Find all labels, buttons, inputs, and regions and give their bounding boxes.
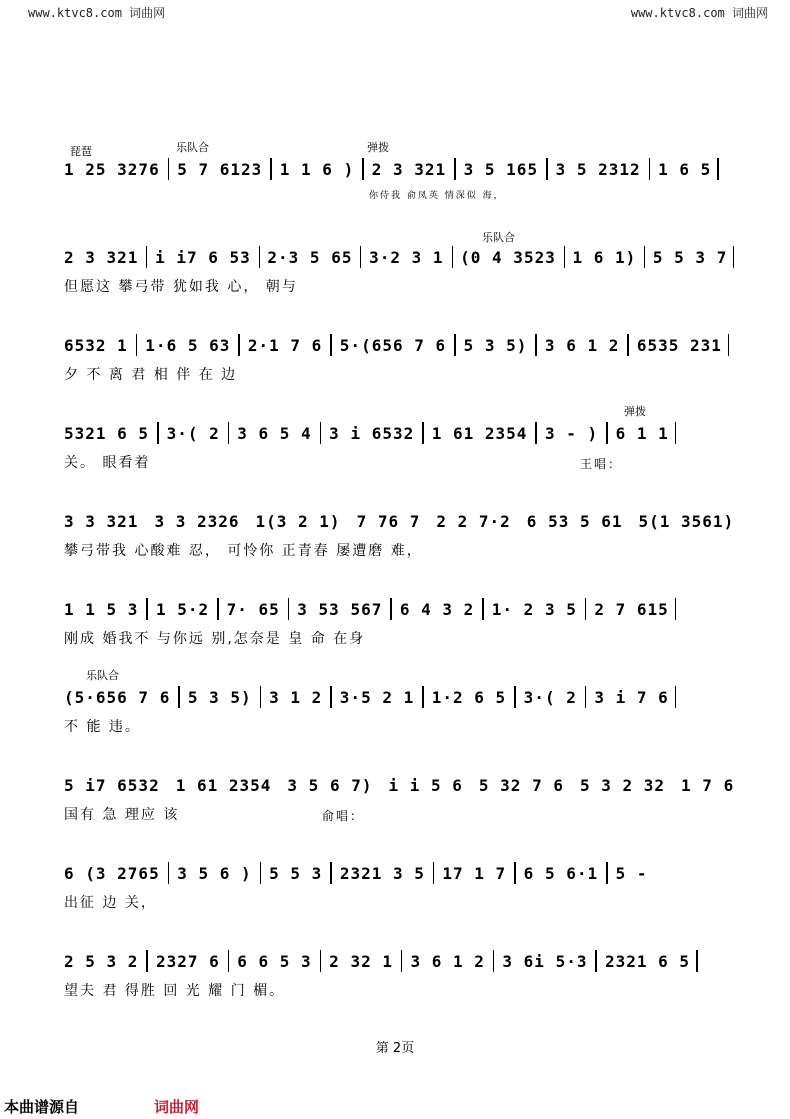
lyrics-line: 望夫 君 得胜 回 光 耀 门 楣。 xyxy=(64,983,286,999)
header-site-left: www.ktvc8.com 词曲网 xyxy=(28,6,166,20)
barline xyxy=(330,334,332,356)
lyrics-line: 夕 不 离 君 相 伴 在 边 xyxy=(64,367,238,383)
measure: 3 6i 5·3 xyxy=(502,951,588,971)
barline xyxy=(320,422,322,444)
measure: 2321 3 5 xyxy=(339,863,425,883)
lyrics-line: 不 能 违。 xyxy=(64,719,141,735)
measure: 1·6 5 63 xyxy=(145,335,231,355)
measure: (5·656 7 6 xyxy=(64,687,171,707)
barline xyxy=(260,862,262,884)
singer-label: 俞唱： xyxy=(322,809,365,823)
barline xyxy=(606,862,608,884)
measure: 3 5 6 ) xyxy=(177,863,252,883)
measure: 6 6 5 3 xyxy=(237,951,312,971)
measure: 17 1 7 xyxy=(442,863,507,883)
notation-line xyxy=(64,509,734,533)
barline xyxy=(401,950,403,972)
measure: 6 53 5 61 xyxy=(526,511,623,531)
notation-line xyxy=(64,245,734,269)
measure: 3 3 321 xyxy=(64,511,139,531)
measure: 3 i 7 6 xyxy=(594,687,669,707)
notation-line xyxy=(64,597,734,621)
barline xyxy=(717,158,719,180)
barline xyxy=(452,246,453,268)
barline xyxy=(514,862,516,884)
barline xyxy=(260,686,262,708)
barline xyxy=(238,334,240,356)
lyrics-text: 关。 眼看着 xyxy=(64,455,151,471)
barline xyxy=(288,598,290,620)
barline xyxy=(320,950,322,972)
page-number: 第 2页 xyxy=(375,1041,415,1056)
barline xyxy=(228,950,230,972)
annotation-orchestra: 乐队合 xyxy=(482,231,515,244)
barline xyxy=(422,686,424,708)
notation-line xyxy=(64,333,734,357)
lyrics-line xyxy=(64,804,734,824)
measure: 1 5·2 xyxy=(155,599,210,619)
header-site-right: www.ktvc8.com 词曲网 xyxy=(630,6,768,20)
notation-line xyxy=(64,421,734,445)
footer-site-link[interactable]: 词曲网 xyxy=(154,1098,200,1116)
notation-line xyxy=(64,949,734,973)
barline xyxy=(362,158,364,180)
barline xyxy=(585,686,587,708)
measure: 3 5 2312 xyxy=(555,159,641,179)
notation-line xyxy=(64,861,734,885)
lyrics-line: 出征 边 关， xyxy=(64,895,157,911)
measure: 6 5 6·1 xyxy=(523,863,599,883)
measure: 1 61 2354 xyxy=(431,423,528,443)
annotation-pipa: 琵琶 xyxy=(70,145,92,158)
measure: 3 5 165 xyxy=(463,159,539,179)
barline xyxy=(627,334,629,356)
measure: 6 4 3 2 xyxy=(399,599,475,619)
barline xyxy=(157,422,159,444)
measure: 2 3 321 xyxy=(371,159,447,179)
measure: 6 (3 2765 xyxy=(64,863,160,883)
barline xyxy=(146,246,147,268)
measure: 6535 231 xyxy=(636,335,722,355)
measure: 5 - xyxy=(615,863,648,883)
measure: 1 25 3276 xyxy=(64,159,160,179)
barline xyxy=(433,862,435,884)
measure: 3·( 2 xyxy=(523,687,577,707)
measure: 2 2 7·2 xyxy=(436,511,511,531)
footer-source-label: 本曲谱源自 xyxy=(4,1098,80,1116)
measure: 7 76 7 xyxy=(356,511,421,531)
barline xyxy=(217,598,219,620)
measure: 1·2 6 5 xyxy=(431,687,507,707)
measure: 2 5 3 2 xyxy=(64,951,139,971)
barline xyxy=(360,246,361,268)
barline xyxy=(422,422,424,444)
lyrics-line: 攀弓带我 心酸难 忍， 可怜你 正青春 屡遭磨 难， xyxy=(64,543,423,559)
measure: 1(3 2 1) xyxy=(255,511,341,531)
measure: 5 3 2 32 xyxy=(579,775,666,795)
measure: 3 3 2326 xyxy=(154,511,240,531)
measure: (0 4 3523 xyxy=(460,247,556,267)
measure: 5 7 6123 xyxy=(177,159,263,179)
lyrics-line: 但愿这 攀弓带 犹如我 心， 朝与 xyxy=(64,279,298,295)
barline xyxy=(644,246,645,268)
measure: 2327 6 xyxy=(155,951,220,971)
barline xyxy=(270,158,272,180)
measure: 2·3 5 65 xyxy=(267,247,353,267)
barline xyxy=(146,598,148,620)
barline xyxy=(493,950,495,972)
measure: i i 5 6 xyxy=(388,775,463,795)
measure: 3 - ) xyxy=(544,423,599,443)
measure: 1 7 6 xyxy=(681,775,735,795)
measure: 1 6 5 xyxy=(658,159,712,179)
measure: 5 3 5) xyxy=(463,335,528,355)
measure: 2 7 615 xyxy=(594,599,669,619)
measure: 3 6 1 2 xyxy=(544,335,620,355)
measure: 5(1 3561) xyxy=(638,511,735,531)
barline xyxy=(136,334,138,356)
barline xyxy=(259,246,260,268)
measure: 3·5 2 1 xyxy=(339,687,415,707)
barline xyxy=(454,334,456,356)
annotation-orchestra: 乐队合 xyxy=(86,669,119,682)
lyrics-line xyxy=(64,452,734,472)
barline xyxy=(675,686,677,708)
barline xyxy=(535,334,537,356)
singer-label: 王唱： xyxy=(580,457,623,471)
barline xyxy=(696,950,698,972)
barline xyxy=(675,598,677,620)
notation-line xyxy=(64,773,734,797)
barline xyxy=(733,246,734,268)
barline xyxy=(728,334,730,356)
measure: 5 32 7 6 xyxy=(478,775,564,795)
annotation-plucked: 弹拨 xyxy=(367,141,389,154)
barline xyxy=(535,422,537,444)
measure: 5 i7 6532 xyxy=(64,775,160,795)
barline xyxy=(649,158,651,180)
measure: 2 3 321 xyxy=(64,247,139,267)
barline xyxy=(585,598,587,620)
notation-line xyxy=(64,685,734,709)
measure: 3 6 1 2 xyxy=(410,951,485,971)
measure: 5 3 5) xyxy=(187,687,252,707)
measure: 2·1 7 6 xyxy=(247,335,323,355)
measure: 1 6 1) xyxy=(572,247,637,267)
measure: 3 6 5 4 xyxy=(237,423,312,443)
measure: 5·(656 7 6 xyxy=(339,335,447,355)
measure: 7· 65 xyxy=(226,599,280,619)
lyrics-line: 刚成 婚我不 与你远 别,怎奈是 皇 命 在身 xyxy=(64,631,366,647)
measure: 6532 1 xyxy=(64,335,128,355)
barline xyxy=(330,686,332,708)
barline xyxy=(228,422,230,444)
measure: 6 1 1 xyxy=(615,423,669,443)
barline xyxy=(514,686,516,708)
measure: 1 1 5 3 xyxy=(64,599,139,619)
annotation-plucked: 弹拨 xyxy=(624,405,646,418)
measure: 2 32 1 xyxy=(329,951,393,971)
measure: 1 61 2354 xyxy=(175,775,272,795)
measure: 5 5 3 xyxy=(269,863,323,883)
measure: 5 5 3 7 xyxy=(652,247,728,267)
barline xyxy=(168,158,170,180)
measure: 3 53 567 xyxy=(297,599,383,619)
barline xyxy=(178,686,180,708)
barline xyxy=(330,862,332,884)
annotation-orchestra: 乐队合 xyxy=(176,141,209,154)
measure: 1 1 6 ) xyxy=(279,159,355,179)
barline xyxy=(454,158,456,180)
measure: 1· 2 3 5 xyxy=(491,599,577,619)
barline xyxy=(606,422,608,444)
measure: 3 i 6532 xyxy=(329,423,415,443)
barline xyxy=(675,422,677,444)
barline xyxy=(146,950,148,972)
measure: 3·( 2 xyxy=(166,423,220,443)
barline xyxy=(168,862,170,884)
measure: 2321 6 5 xyxy=(604,951,691,971)
measure: 3·2 3 1 xyxy=(369,247,444,267)
measure: 3 5 6 7) xyxy=(287,775,373,795)
measure: 3 1 2 xyxy=(269,687,323,707)
lyrics-line: 你侍我 俞凤英 情深似 海， xyxy=(369,191,505,201)
barline xyxy=(482,598,484,620)
barline xyxy=(390,598,392,620)
lyrics-text: 国有 急 理应 该 xyxy=(64,807,180,823)
barline xyxy=(564,246,565,268)
measure: 5321 6 5 xyxy=(64,423,150,443)
barline xyxy=(595,950,597,972)
barline xyxy=(546,158,548,180)
notation-line xyxy=(64,157,734,181)
measure: i i7 6 53 xyxy=(155,247,251,267)
